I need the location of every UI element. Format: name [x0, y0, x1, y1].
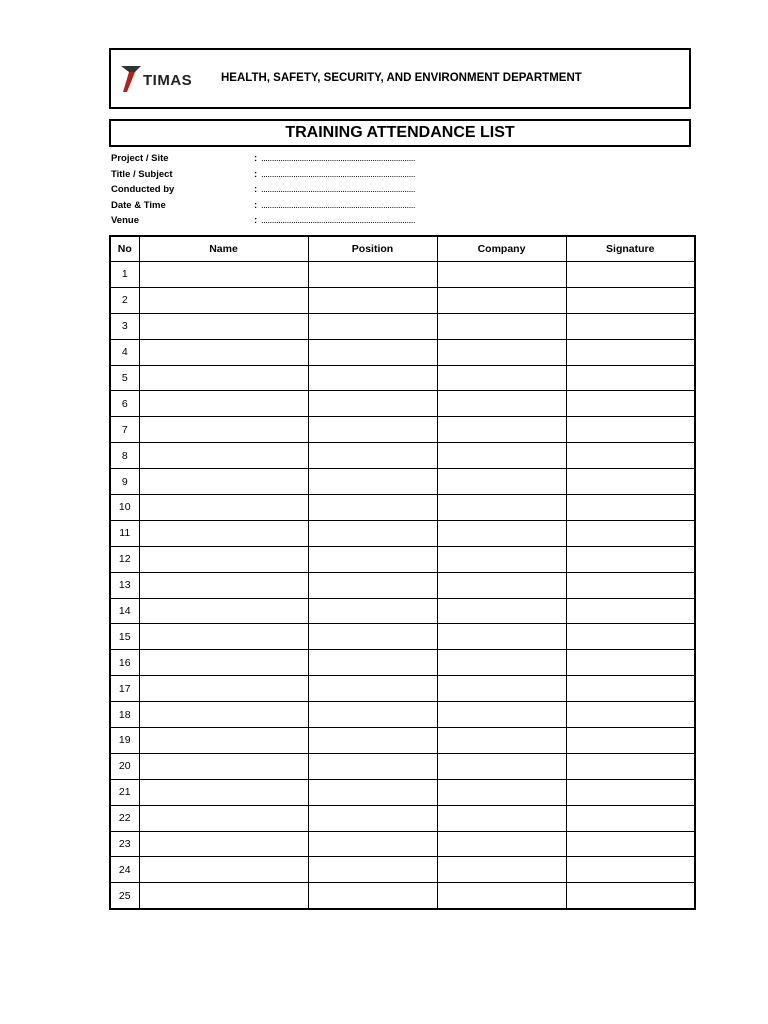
column-header-company: Company [437, 236, 566, 262]
name-cell[interactable] [139, 495, 308, 521]
position-cell[interactable] [308, 262, 437, 288]
name-cell[interactable] [139, 391, 308, 417]
name-cell[interactable] [139, 624, 308, 650]
company-cell[interactable] [437, 598, 566, 624]
row-number: 23 [110, 831, 139, 857]
row-number: 22 [110, 805, 139, 831]
table-row [110, 753, 695, 779]
position-cell[interactable] [308, 546, 437, 572]
signature-cell[interactable] [566, 805, 695, 831]
signature-cell[interactable] [566, 443, 695, 469]
name-cell[interactable] [139, 339, 308, 365]
row-number: 1 [110, 262, 139, 288]
timas-logo-icon [121, 64, 145, 94]
position-cell[interactable] [308, 676, 437, 702]
signature-cell[interactable] [566, 495, 695, 521]
name-cell[interactable] [139, 676, 308, 702]
row-number: 12 [110, 546, 139, 572]
signature-cell[interactable] [566, 417, 695, 443]
table-row [110, 417, 695, 443]
company-cell[interactable] [437, 287, 566, 313]
table-row [110, 676, 695, 702]
signature-cell[interactable] [566, 262, 695, 288]
field-colon: : [254, 168, 258, 180]
row-number: 18 [110, 702, 139, 728]
signature-cell[interactable] [566, 572, 695, 598]
field-venue[interactable] [111, 214, 511, 230]
name-cell[interactable] [139, 753, 308, 779]
signature-cell[interactable] [566, 313, 695, 339]
table-row [110, 313, 695, 339]
signature-cell[interactable] [566, 365, 695, 391]
name-cell[interactable] [139, 779, 308, 805]
header-box [109, 48, 691, 109]
position-cell[interactable] [308, 779, 437, 805]
row-number: 2 [110, 287, 139, 313]
attendance-table [109, 235, 696, 910]
table-row [110, 598, 695, 624]
company-cell[interactable] [437, 702, 566, 728]
signature-cell[interactable] [566, 469, 695, 495]
signature-cell[interactable] [566, 287, 695, 313]
position-cell[interactable] [308, 728, 437, 754]
name-cell[interactable] [139, 831, 308, 857]
name-cell[interactable] [139, 728, 308, 754]
company-cell[interactable] [437, 728, 566, 754]
company-cell[interactable] [437, 262, 566, 288]
table-row [110, 443, 695, 469]
table-row [110, 391, 695, 417]
company-cell[interactable] [437, 469, 566, 495]
name-cell[interactable] [139, 262, 308, 288]
company-cell[interactable] [437, 443, 566, 469]
name-cell[interactable] [139, 313, 308, 339]
table-row [110, 339, 695, 365]
company-cell[interactable] [437, 546, 566, 572]
table-row [110, 572, 695, 598]
company-cell[interactable] [437, 417, 566, 443]
field-value[interactable]: ........................................................................ [261, 153, 416, 164]
row-number: 14 [110, 598, 139, 624]
company-cell[interactable] [437, 313, 566, 339]
signature-cell[interactable] [566, 520, 695, 546]
field-value[interactable]: ........................................................................ [261, 184, 416, 195]
logo-text: TIMAS [143, 72, 193, 89]
table-row [110, 728, 695, 754]
signature-cell[interactable] [566, 339, 695, 365]
company-cell[interactable] [437, 676, 566, 702]
row-number: 3 [110, 313, 139, 339]
row-number: 13 [110, 572, 139, 598]
field-title-subject[interactable] [111, 168, 511, 184]
name-cell[interactable] [139, 805, 308, 831]
signature-cell[interactable] [566, 753, 695, 779]
position-cell[interactable] [308, 313, 437, 339]
position-cell[interactable] [308, 391, 437, 417]
row-number: 9 [110, 469, 139, 495]
name-cell[interactable] [139, 572, 308, 598]
field-label: Venue [111, 215, 139, 226]
field-project-site[interactable] [111, 152, 511, 168]
row-number: 4 [110, 339, 139, 365]
position-cell[interactable] [308, 753, 437, 779]
name-cell[interactable] [139, 546, 308, 572]
position-cell[interactable] [308, 598, 437, 624]
row-number: 16 [110, 650, 139, 676]
row-number: 15 [110, 624, 139, 650]
table-row [110, 779, 695, 805]
position-cell[interactable] [308, 520, 437, 546]
table-row [110, 262, 695, 288]
signature-cell[interactable] [566, 779, 695, 805]
table-row [110, 546, 695, 572]
signature-cell[interactable] [566, 676, 695, 702]
signature-cell[interactable] [566, 546, 695, 572]
signature-cell[interactable] [566, 391, 695, 417]
row-number: 17 [110, 676, 139, 702]
signature-cell[interactable] [566, 857, 695, 883]
name-cell[interactable] [139, 650, 308, 676]
row-number: 5 [110, 365, 139, 391]
field-conducted-by[interactable] [111, 183, 511, 199]
position-cell[interactable] [308, 339, 437, 365]
position-cell[interactable] [308, 857, 437, 883]
position-cell[interactable] [308, 572, 437, 598]
position-cell[interactable] [308, 831, 437, 857]
name-cell[interactable] [139, 702, 308, 728]
company-cell[interactable] [437, 857, 566, 883]
position-cell[interactable] [308, 287, 437, 313]
signature-cell[interactable] [566, 598, 695, 624]
field-value[interactable]: ........................................................................ [261, 168, 416, 180]
company-cell[interactable] [437, 753, 566, 779]
row-number: 10 [110, 495, 139, 521]
name-cell[interactable] [139, 287, 308, 313]
position-cell[interactable] [308, 469, 437, 495]
name-cell[interactable] [139, 520, 308, 546]
company-cell[interactable] [437, 339, 566, 365]
position-cell[interactable] [308, 443, 437, 469]
table-row [110, 365, 695, 391]
position-cell[interactable] [308, 495, 437, 521]
position-cell[interactable] [308, 702, 437, 728]
field-label: Title / Subject [111, 168, 173, 180]
row-number: 7 [110, 417, 139, 443]
field-colon: : [254, 184, 258, 195]
company-cell[interactable] [437, 831, 566, 857]
table-row [110, 883, 695, 909]
info-fields [111, 152, 511, 230]
field-date-time[interactable] [111, 199, 511, 215]
row-number: 21 [110, 779, 139, 805]
timas-logo [121, 64, 211, 96]
row-number: 25 [110, 883, 139, 909]
field-colon: : [254, 215, 258, 226]
row-number: 24 [110, 857, 139, 883]
table-row [110, 495, 695, 521]
name-cell[interactable] [139, 857, 308, 883]
company-cell[interactable] [437, 650, 566, 676]
position-cell[interactable] [308, 417, 437, 443]
column-header-name: Name [139, 236, 308, 262]
signature-cell[interactable] [566, 728, 695, 754]
name-cell[interactable] [139, 598, 308, 624]
table-header-row [110, 236, 695, 262]
row-number: 19 [110, 728, 139, 754]
company-cell[interactable] [437, 805, 566, 831]
signature-cell[interactable] [566, 831, 695, 857]
position-cell[interactable] [308, 650, 437, 676]
department-title: HEALTH, SAFETY, SECURITY, AND ENVIRONMENT DEPARTMENT [221, 72, 582, 84]
row-number: 20 [110, 753, 139, 779]
position-cell[interactable] [308, 365, 437, 391]
table-row [110, 624, 695, 650]
name-cell[interactable] [139, 883, 308, 909]
name-cell[interactable] [139, 443, 308, 469]
table-body [110, 262, 695, 910]
field-colon: : [254, 199, 258, 211]
field-label: Project / Site [111, 153, 169, 164]
signature-cell[interactable] [566, 650, 695, 676]
table-row [110, 805, 695, 831]
field-label: Conducted by [111, 184, 175, 195]
company-cell[interactable] [437, 365, 566, 391]
field-colon: : [254, 153, 258, 164]
company-cell[interactable] [437, 779, 566, 805]
table-row [110, 650, 695, 676]
signature-cell[interactable] [566, 883, 695, 909]
company-cell[interactable] [437, 391, 566, 417]
signature-cell[interactable] [566, 702, 695, 728]
table-row [110, 520, 695, 546]
company-cell[interactable] [437, 520, 566, 546]
position-cell[interactable] [308, 883, 437, 909]
page-title: TRAINING ATTENDANCE LIST [109, 119, 691, 147]
table-row [110, 287, 695, 313]
column-header-signature: Signature [566, 236, 695, 262]
field-value[interactable]: ........................................................................ [261, 199, 416, 211]
row-number: 6 [110, 391, 139, 417]
column-header-no: No [110, 236, 139, 262]
position-cell[interactable] [308, 624, 437, 650]
name-cell[interactable] [139, 469, 308, 495]
row-number: 8 [110, 443, 139, 469]
company-cell[interactable] [437, 624, 566, 650]
column-header-position: Position [308, 236, 437, 262]
field-value[interactable]: ........................................................................ [261, 215, 416, 226]
table-row [110, 702, 695, 728]
company-cell[interactable] [437, 495, 566, 521]
row-number: 11 [110, 520, 139, 546]
table-row [110, 857, 695, 883]
company-cell[interactable] [437, 883, 566, 909]
field-label: Date & Time [111, 199, 166, 211]
name-cell[interactable] [139, 417, 308, 443]
table-row [110, 469, 695, 495]
signature-cell[interactable] [566, 624, 695, 650]
table-row [110, 831, 695, 857]
position-cell[interactable] [308, 805, 437, 831]
name-cell[interactable] [139, 365, 308, 391]
company-cell[interactable] [437, 572, 566, 598]
